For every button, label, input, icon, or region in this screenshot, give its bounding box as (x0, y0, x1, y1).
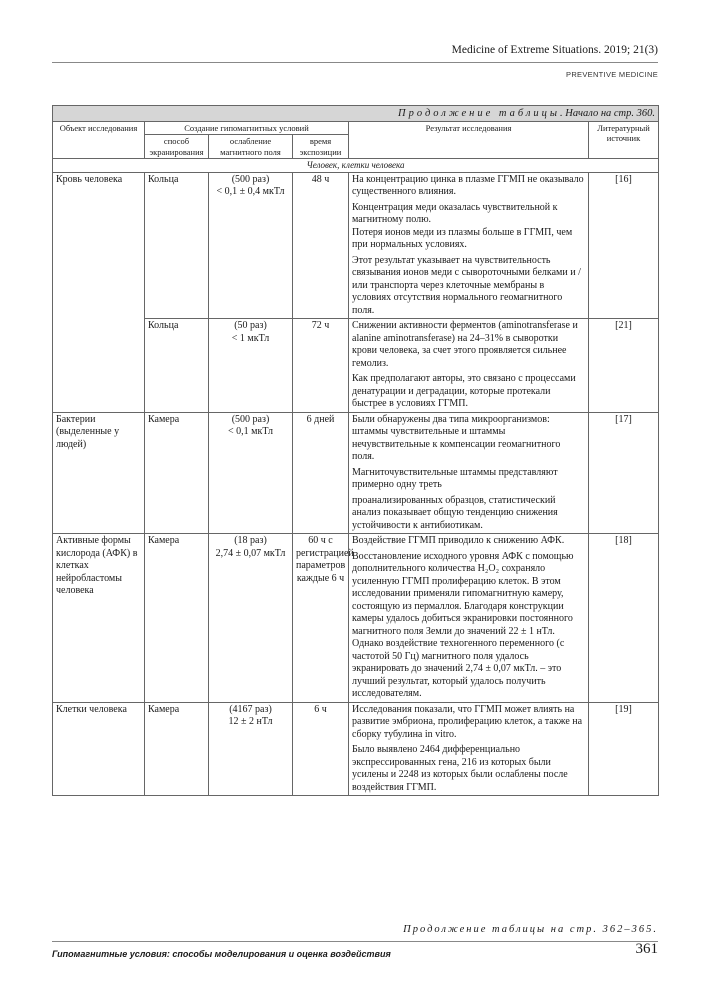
result-paragraph: Концентрация меди оказалась чувствительной к магнитному полю. Потеря ионов меди из плазмы больше в ГГМП, чем при нормальных условиях. (352, 201, 573, 251)
page-number: 361 (635, 941, 658, 957)
col-header-exposure: время экспозиции (293, 135, 349, 158)
col-header-object: Объект исследования (53, 122, 145, 159)
cell-exposure: 48 ч (293, 172, 349, 319)
cell-source: [16] (589, 172, 659, 319)
continuation-rest-text: . Начало на стр. 360. (560, 108, 656, 119)
result-paragraph: Было выявлено 2464 дифференциально экспрессированных гена, 216 из которых были усилены и 2248 из которых были ослаблены после воздействия ГГМП. (352, 744, 568, 793)
cell-attenuation: (500 раз) < 0,1 мкТл (209, 412, 293, 534)
cell-method: Камера (145, 534, 209, 703)
table-row (53, 412, 659, 534)
cell-result (349, 534, 589, 703)
col-header-method: способ экранирования (145, 135, 209, 158)
section-label: PREVENTIVE MEDICINE (566, 70, 658, 79)
cell-result (349, 172, 589, 319)
header-rule (52, 62, 658, 63)
section-title: Человек, клетки человека (53, 158, 659, 172)
cell-object: Кровь человека (53, 172, 145, 412)
cell-object: Бактерии (выделенные у людей) (53, 412, 145, 534)
col-header-source: Литературный источник (589, 122, 659, 159)
running-title: Гипомагнитные условия: способы моделирования и оценка воздействия (52, 949, 391, 959)
cell-exposure: 72 ч (293, 319, 349, 413)
col-header-result: Результат исследования (349, 122, 589, 159)
cell-attenuation: (50 раз) < 1 мкТл (209, 319, 293, 413)
result-paragraph: Восстановление исходного уровня АФК с помощью дополнительного количества H₂O₂ сохраняло усиленную ГГМП пролиферацию клеток. В этом исследовании применяли гипомагнитную камеру, состоящую из пермаллоя. Благодаря конструкции камеры удалось добиться экранировки постоянного магнитного поля Земли до значений 22 ± 1 нТл. Однако воздействие техногенного переменного (с частотой 50 Гц) магнитного поля удалось экранировать до значений 2,74 ± 0,07 мкТл. – это лучший результат, который удалось получить исследователям. (352, 550, 574, 700)
result-paragraph: Этот результат указывает на чувствительность связывания ионов меди с сывороточными белками и / или транспорта через клеточные мембраны в условиях отсутствия нормального геомагнитного поля. (352, 254, 581, 316)
table-continuation-footer: Продолжение таблицы на стр. 362–365. (403, 924, 658, 935)
cell-source: [21] (589, 319, 659, 413)
result-paragraph: Исследования показали, что ГГМП может влиять на развитие эмбриона, пролиферацию клеток, а также на сборку тубулина in vitro. (352, 703, 583, 740)
table-row (53, 534, 659, 703)
result-paragraph: Магниточувствительные штаммы представляют примерно одну треть (352, 466, 558, 491)
journal-header: Medicine of Extreme Situations. 2019; 21(3) (451, 44, 658, 56)
cell-attenuation: (18 раз) 2,74 ± 0,07 мкТл (209, 534, 293, 703)
cell-exposure: 6 ч (293, 702, 349, 796)
result-paragraph: проанализированных образцов, статистический анализ показывает общую тенденцию снижения устойчивости к антибиотикам. (352, 494, 558, 531)
result-paragraph: Были обнаружены два типа микроорганизмов: штаммы чувствительные и штаммы нечувствительные к компенсации геомагнитного поля. (352, 413, 561, 463)
col-header-conditions: Создание гипомагнитных условий (145, 122, 349, 135)
cell-object: Клетки человека (53, 702, 145, 796)
table-row (53, 702, 659, 796)
cell-exposure: 60 ч с регистрацией параметров каждые 6 ч (293, 534, 349, 703)
cell-method: Камера (145, 412, 209, 534)
cell-attenuation: (500 раз) < 0,1 ± 0,4 мкТл (209, 172, 293, 319)
result-paragraph: Воздействие ГГМП приводило к снижению АФК. (352, 535, 565, 547)
col-header-attenuation: ослабление магнитного поля (209, 135, 293, 158)
cell-result (349, 702, 589, 796)
cell-result (349, 412, 589, 534)
cell-object: Активные формы кислорода (АФК) в клетках нейробластомы человека (53, 534, 145, 703)
cell-source: [18] (589, 534, 659, 703)
cell-method: Кольца (145, 172, 209, 319)
result-paragraph: На концентрацию цинка в плазме ГГМП не оказывало существенного влияния. (352, 173, 584, 198)
cell-method: Кольца (145, 319, 209, 413)
section-row (53, 158, 659, 172)
footer-rule (52, 941, 658, 942)
table-header-row (53, 122, 659, 135)
results-table (52, 105, 659, 796)
cell-source: [19] (589, 702, 659, 796)
continuation-spaced-text: Продолжение таблицы (398, 108, 561, 119)
result-paragraph: Снижении активности ферментов (aminotransferase и alanine aminotransferase) на 24–31% в сыворотки крови человека, за счет этого проявляется сильнее гемолиз. (352, 320, 578, 369)
cell-exposure: 6 дней (293, 412, 349, 534)
cell-method: Камера (145, 702, 209, 796)
table-row (53, 172, 659, 319)
cell-source: [17] (589, 412, 659, 534)
cell-attenuation: (4167 раз) 12 ± 2 нТл (209, 702, 293, 796)
result-paragraph: Как предполагают авторы, это связано с процессами денатурации и деградации, которые протекали быстрее в условиях ГГМП. (352, 373, 576, 410)
table-continuation-banner (53, 106, 659, 122)
cell-result (349, 319, 589, 413)
